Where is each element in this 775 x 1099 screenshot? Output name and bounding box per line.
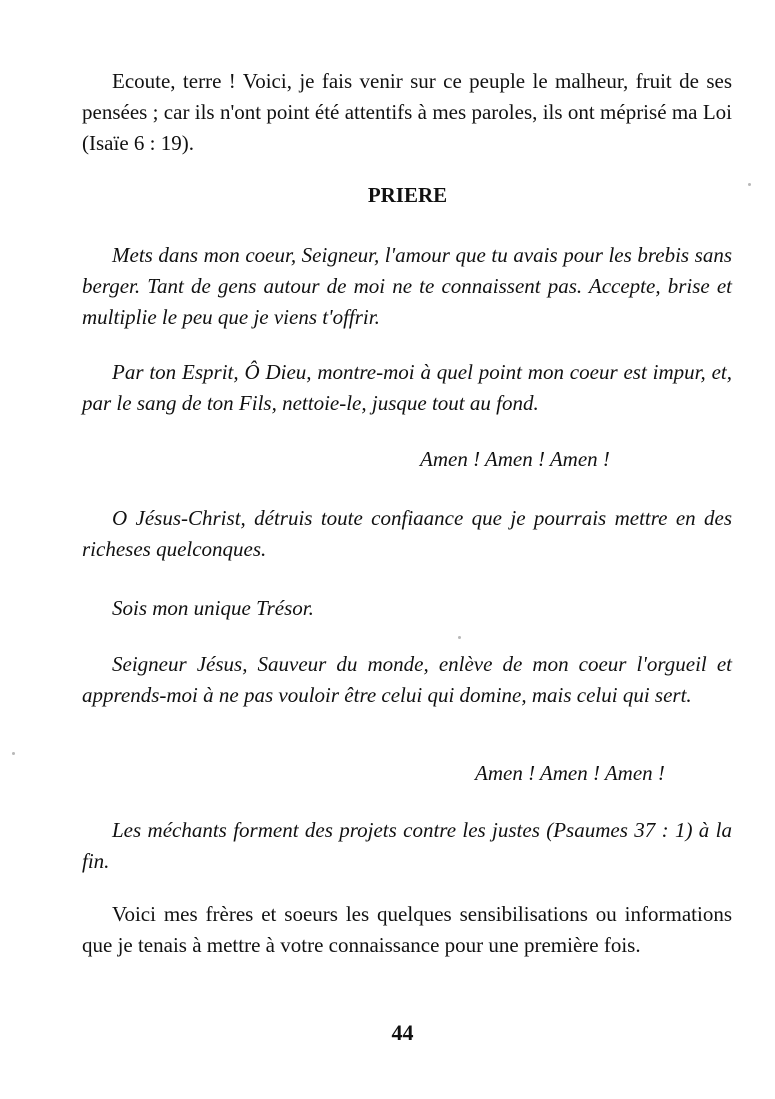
prayer-paragraph-4: Sois mon unique Trésor. <box>112 596 314 620</box>
prayer-paragraph-3: O Jésus-Christ, détruis toute confiaance que je pourrais mettre en des richeses quelconques. <box>82 506 732 561</box>
amen-line-2: Amen ! Amen ! Amen ! <box>475 761 665 785</box>
isaiah-quote-paragraph: Ecoute, terre ! Voici, je fais venir sur ce peuple le malheur, fruit de ses pensées ; car ils n'ont point été attentifs à mes paroles, ils ont méprisé ma Loi (Isaïe 6 : 19). <box>82 69 732 155</box>
prayer-paragraph-6: Les méchants forment des projets contre les justes (Psaumes 37 : 1) à la fin. <box>82 818 732 873</box>
prayer-paragraph-2: Par ton Esprit, Ô Dieu, montre-moi à quel point mon coeur est impur, et, par le sang de ton Fils, nettoie-le, jusque tout au fond. <box>82 360 732 415</box>
prayer-heading: PRIERE <box>367 183 448 207</box>
prayer-paragraph-1: Mets dans mon coeur, Seigneur, l'amour que tu avais pour les brebis sans berger. Tant de gens autour de moi ne te connaissent pas. Accepte, brise et multiplie le peu que je viens t'offrir. <box>82 243 732 329</box>
scan-speck <box>12 752 15 755</box>
scan-speck <box>458 636 461 639</box>
closing-paragraph: Voici mes frères et soeurs les quelques sensibilisations ou informations que je tenais à mettre à votre connaissance pour une première fois. <box>82 902 732 957</box>
amen-line-1: Amen ! Amen ! Amen ! <box>420 447 610 471</box>
scan-speck <box>748 183 751 186</box>
prayer-paragraph-5: Seigneur Jésus, Sauveur du monde, enlève de mon coeur l'orgueil et apprends-moi à ne pas vouloir être celui qui domine, mais celui qui sert. <box>82 652 732 707</box>
page-number: 44 <box>391 1020 414 1045</box>
